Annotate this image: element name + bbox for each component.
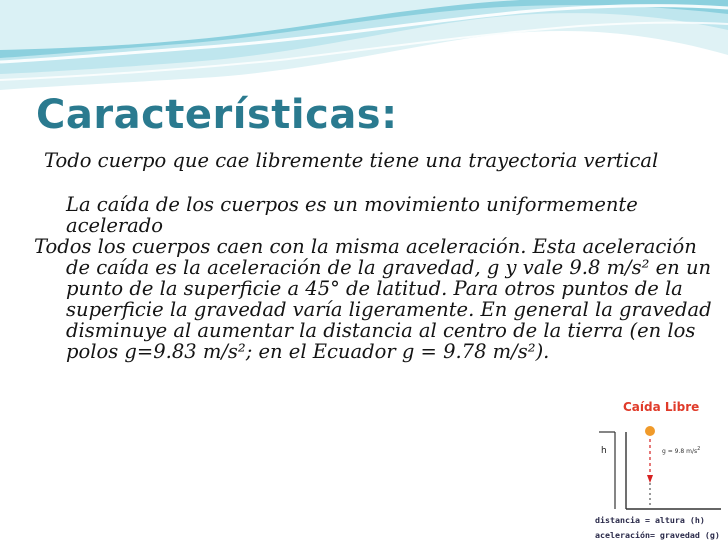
- gravity-label: g = 9.8 $m/s^2$: [662, 446, 701, 455]
- figure-title: Caída Libre: [623, 400, 700, 414]
- ball-icon: [645, 426, 655, 436]
- free-fall-figure: [593, 391, 725, 543]
- paragraph-aceleracion: Todos los cuerpos caen con la misma aceleración. Esta aceleración de caída es la aceleración de la gravedad, g y vale 9.8 m/s² en un punto de la superficie a 45° de latitud. Para otros puntos de la superficie la gravedad varía ligeramente. En general la gravedad disminuye al aumentar la distancia al centro de la tierra (en los polos g=9.83 m/s²; en el Ecuador g = 9.78 m/s²).: [34, 235, 712, 363]
- header-wave-decoration: [0, 0, 728, 95]
- height-label: h: [601, 446, 607, 456]
- paragraph-trayectoria: Todo cuerpo que cae libremente tiene una trayectoria vertical: [44, 149, 659, 172]
- caption-acceleration: aceleración= gravedad (g): [595, 530, 720, 540]
- caption-distance: distancia = altura (h): [595, 515, 705, 525]
- down-arrow-icon: [647, 475, 653, 483]
- slide-body: [34, 150, 714, 362]
- paragraph-movimiento: La caída de los cuerpos es un movimiento uniformemente acelerado: [66, 193, 638, 237]
- slide-title: Características:: [36, 92, 398, 138]
- free-fall-diagram: [593, 417, 725, 512]
